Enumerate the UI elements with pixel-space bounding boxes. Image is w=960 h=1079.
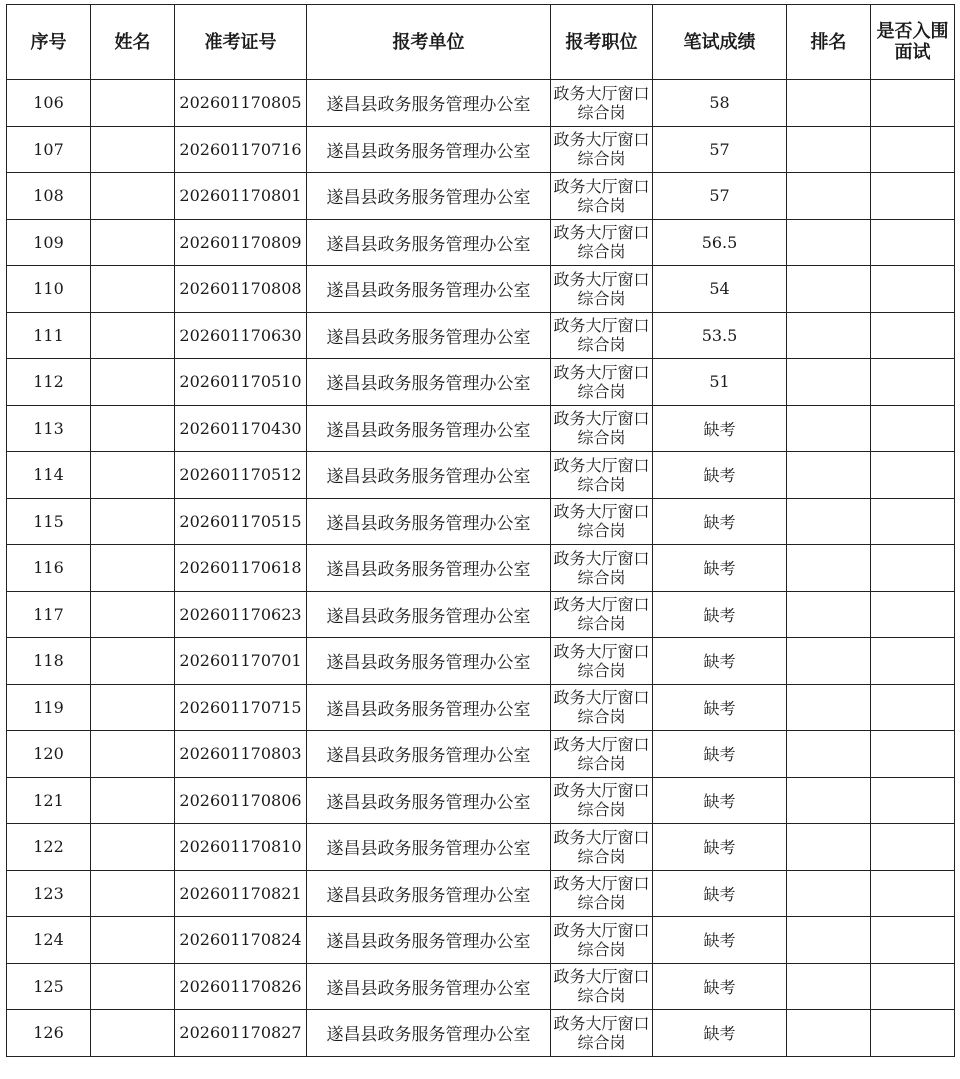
cell-score: 缺考	[653, 917, 787, 964]
header-row	[7, 5, 955, 80]
cell-score: 缺考	[653, 452, 787, 499]
cell-rank	[787, 824, 871, 871]
cell-interview	[871, 266, 955, 313]
cell-seq: 125	[7, 963, 91, 1010]
cell-ticket: 202601170803	[175, 731, 307, 778]
table-row	[7, 777, 955, 824]
cell-interview	[871, 359, 955, 406]
cell-score: 缺考	[653, 591, 787, 638]
cell-interview	[871, 870, 955, 917]
cell-seq: 124	[7, 917, 91, 964]
cell-seq: 110	[7, 266, 91, 313]
cell-post: 政务大厅窗口综合岗	[551, 1010, 653, 1057]
cell-rank	[787, 498, 871, 545]
table-row	[7, 498, 955, 545]
cell-post: 政务大厅窗口综合岗	[551, 312, 653, 359]
cell-seq: 107	[7, 126, 91, 173]
table-row	[7, 219, 955, 266]
cell-interview	[871, 1010, 955, 1057]
cell-ticket: 202601170515	[175, 498, 307, 545]
cell-seq: 112	[7, 359, 91, 406]
cell-unit: 遂昌县政务服务管理办公室	[307, 1010, 551, 1057]
cell-seq: 123	[7, 870, 91, 917]
cell-name	[91, 498, 175, 545]
cell-ticket: 202601170716	[175, 126, 307, 173]
cell-post: 政务大厅窗口综合岗	[551, 917, 653, 964]
cell-unit: 遂昌县政务服务管理办公室	[307, 638, 551, 685]
cell-ticket: 202601170801	[175, 173, 307, 220]
cell-name	[91, 173, 175, 220]
cell-rank	[787, 219, 871, 266]
cell-score: 57	[653, 126, 787, 173]
cell-interview	[871, 591, 955, 638]
cell-post: 政务大厅窗口综合岗	[551, 359, 653, 406]
table-row	[7, 731, 955, 778]
cell-name	[91, 312, 175, 359]
cell-name	[91, 545, 175, 592]
table-row	[7, 266, 955, 313]
cell-score: 缺考	[653, 963, 787, 1010]
cell-score: 54	[653, 266, 787, 313]
cell-post: 政务大厅窗口综合岗	[551, 498, 653, 545]
cell-score: 缺考	[653, 731, 787, 778]
cell-unit: 遂昌县政务服务管理办公室	[307, 219, 551, 266]
cell-name	[91, 405, 175, 452]
cell-interview	[871, 219, 955, 266]
cell-unit: 遂昌县政务服务管理办公室	[307, 359, 551, 406]
cell-post: 政务大厅窗口综合岗	[551, 80, 653, 127]
cell-unit: 遂昌县政务服务管理办公室	[307, 498, 551, 545]
cell-rank	[787, 777, 871, 824]
cell-rank	[787, 312, 871, 359]
cell-post: 政务大厅窗口综合岗	[551, 870, 653, 917]
cell-name	[91, 126, 175, 173]
cell-rank	[787, 870, 871, 917]
cell-unit: 遂昌县政务服务管理办公室	[307, 452, 551, 499]
cell-unit: 遂昌县政务服务管理办公室	[307, 684, 551, 731]
cell-name	[91, 731, 175, 778]
cell-score: 58	[653, 80, 787, 127]
cell-seq: 115	[7, 498, 91, 545]
table-row	[7, 312, 955, 359]
table-row	[7, 1010, 955, 1057]
cell-score: 缺考	[653, 684, 787, 731]
cell-ticket: 202601170430	[175, 405, 307, 452]
results-table-container	[6, 4, 955, 1057]
cell-post: 政务大厅窗口综合岗	[551, 638, 653, 685]
cell-post: 政务大厅窗口综合岗	[551, 777, 653, 824]
header-name: 姓名	[91, 5, 175, 80]
cell-ticket: 202601170510	[175, 359, 307, 406]
cell-ticket: 202601170827	[175, 1010, 307, 1057]
cell-unit: 遂昌县政务服务管理办公室	[307, 173, 551, 220]
table-row	[7, 591, 955, 638]
cell-score: 缺考	[653, 498, 787, 545]
cell-seq: 118	[7, 638, 91, 685]
cell-unit: 遂昌县政务服务管理办公室	[307, 545, 551, 592]
cell-name	[91, 963, 175, 1010]
header-post: 报考职位	[551, 5, 653, 80]
cell-score: 缺考	[653, 638, 787, 685]
cell-score: 缺考	[653, 870, 787, 917]
table-row	[7, 545, 955, 592]
cell-interview	[871, 731, 955, 778]
cell-unit: 遂昌县政务服务管理办公室	[307, 80, 551, 127]
table-row	[7, 917, 955, 964]
cell-name	[91, 1010, 175, 1057]
cell-ticket: 202601170808	[175, 266, 307, 313]
cell-score: 缺考	[653, 777, 787, 824]
cell-name	[91, 638, 175, 685]
cell-name	[91, 777, 175, 824]
header-seq: 序号	[7, 5, 91, 80]
cell-ticket: 202601170810	[175, 824, 307, 871]
cell-score: 57	[653, 173, 787, 220]
cell-seq: 122	[7, 824, 91, 871]
cell-interview	[871, 126, 955, 173]
cell-rank	[787, 126, 871, 173]
cell-name	[91, 80, 175, 127]
cell-unit: 遂昌县政务服务管理办公室	[307, 312, 551, 359]
cell-ticket: 202601170630	[175, 312, 307, 359]
cell-seq: 121	[7, 777, 91, 824]
cell-post: 政务大厅窗口综合岗	[551, 219, 653, 266]
cell-ticket: 202601170809	[175, 219, 307, 266]
cell-score: 51	[653, 359, 787, 406]
table-row	[7, 405, 955, 452]
cell-name	[91, 219, 175, 266]
cell-rank	[787, 684, 871, 731]
cell-rank	[787, 405, 871, 452]
cell-seq: 117	[7, 591, 91, 638]
cell-unit: 遂昌县政务服务管理办公室	[307, 870, 551, 917]
cell-post: 政务大厅窗口综合岗	[551, 824, 653, 871]
cell-seq: 108	[7, 173, 91, 220]
cell-score: 缺考	[653, 405, 787, 452]
cell-unit: 遂昌县政务服务管理办公室	[307, 126, 551, 173]
cell-ticket: 202601170805	[175, 80, 307, 127]
cell-name	[91, 870, 175, 917]
exam-results-table	[6, 4, 955, 1057]
cell-interview	[871, 638, 955, 685]
cell-post: 政务大厅窗口综合岗	[551, 684, 653, 731]
cell-rank	[787, 1010, 871, 1057]
cell-rank	[787, 359, 871, 406]
cell-rank	[787, 917, 871, 964]
cell-interview	[871, 80, 955, 127]
cell-post: 政务大厅窗口综合岗	[551, 545, 653, 592]
cell-interview	[871, 917, 955, 964]
cell-ticket: 202601170821	[175, 870, 307, 917]
cell-seq: 116	[7, 545, 91, 592]
cell-rank	[787, 591, 871, 638]
cell-name	[91, 917, 175, 964]
table-row	[7, 824, 955, 871]
cell-interview	[871, 498, 955, 545]
cell-rank	[787, 731, 871, 778]
cell-name	[91, 684, 175, 731]
cell-name	[91, 359, 175, 406]
table-row	[7, 126, 955, 173]
table-row	[7, 684, 955, 731]
table-row	[7, 359, 955, 406]
cell-interview	[871, 545, 955, 592]
cell-seq: 114	[7, 452, 91, 499]
cell-seq: 109	[7, 219, 91, 266]
table-row	[7, 963, 955, 1010]
cell-interview	[871, 963, 955, 1010]
cell-name	[91, 824, 175, 871]
cell-seq: 120	[7, 731, 91, 778]
cell-rank	[787, 452, 871, 499]
cell-ticket: 202601170618	[175, 545, 307, 592]
cell-score: 缺考	[653, 1010, 787, 1057]
cell-ticket: 202601170623	[175, 591, 307, 638]
cell-unit: 遂昌县政务服务管理办公室	[307, 777, 551, 824]
cell-post: 政务大厅窗口综合岗	[551, 126, 653, 173]
table-body	[7, 80, 955, 1057]
cell-unit: 遂昌县政务服务管理办公室	[307, 405, 551, 452]
cell-unit: 遂昌县政务服务管理办公室	[307, 266, 551, 313]
cell-post: 政务大厅窗口综合岗	[551, 963, 653, 1010]
table-row	[7, 870, 955, 917]
cell-name	[91, 591, 175, 638]
cell-unit: 遂昌县政务服务管理办公室	[307, 963, 551, 1010]
cell-score: 53.5	[653, 312, 787, 359]
cell-post: 政务大厅窗口综合岗	[551, 405, 653, 452]
cell-unit: 遂昌县政务服务管理办公室	[307, 824, 551, 871]
cell-ticket: 202601170701	[175, 638, 307, 685]
cell-seq: 113	[7, 405, 91, 452]
cell-interview	[871, 777, 955, 824]
cell-unit: 遂昌县政务服务管理办公室	[307, 917, 551, 964]
cell-rank	[787, 545, 871, 592]
cell-post: 政务大厅窗口综合岗	[551, 731, 653, 778]
cell-seq: 106	[7, 80, 91, 127]
cell-seq: 111	[7, 312, 91, 359]
cell-rank	[787, 638, 871, 685]
cell-post: 政务大厅窗口综合岗	[551, 591, 653, 638]
cell-score: 缺考	[653, 824, 787, 871]
table-row	[7, 80, 955, 127]
cell-interview	[871, 312, 955, 359]
cell-rank	[787, 173, 871, 220]
cell-name	[91, 266, 175, 313]
header-ticket: 准考证号	[175, 5, 307, 80]
table-row	[7, 638, 955, 685]
cell-post: 政务大厅窗口综合岗	[551, 452, 653, 499]
cell-ticket: 202601170824	[175, 917, 307, 964]
cell-unit: 遂昌县政务服务管理办公室	[307, 591, 551, 638]
cell-score: 缺考	[653, 545, 787, 592]
header-rank: 排名	[787, 5, 871, 80]
cell-rank	[787, 80, 871, 127]
table-row	[7, 173, 955, 220]
cell-name	[91, 452, 175, 499]
cell-seq: 119	[7, 684, 91, 731]
cell-post: 政务大厅窗口综合岗	[551, 173, 653, 220]
cell-post: 政务大厅窗口综合岗	[551, 266, 653, 313]
cell-unit: 遂昌县政务服务管理办公室	[307, 731, 551, 778]
cell-rank	[787, 266, 871, 313]
cell-interview	[871, 684, 955, 731]
cell-score: 56.5	[653, 219, 787, 266]
header-interview: 是否入围面试	[871, 5, 955, 80]
cell-interview	[871, 824, 955, 871]
cell-interview	[871, 452, 955, 499]
cell-ticket: 202601170806	[175, 777, 307, 824]
header-score: 笔试成绩	[653, 5, 787, 80]
cell-interview	[871, 173, 955, 220]
cell-ticket: 202601170715	[175, 684, 307, 731]
header-unit: 报考单位	[307, 5, 551, 80]
cell-ticket: 202601170826	[175, 963, 307, 1010]
table-row	[7, 452, 955, 499]
cell-ticket: 202601170512	[175, 452, 307, 499]
cell-seq: 126	[7, 1010, 91, 1057]
cell-rank	[787, 963, 871, 1010]
cell-interview	[871, 405, 955, 452]
